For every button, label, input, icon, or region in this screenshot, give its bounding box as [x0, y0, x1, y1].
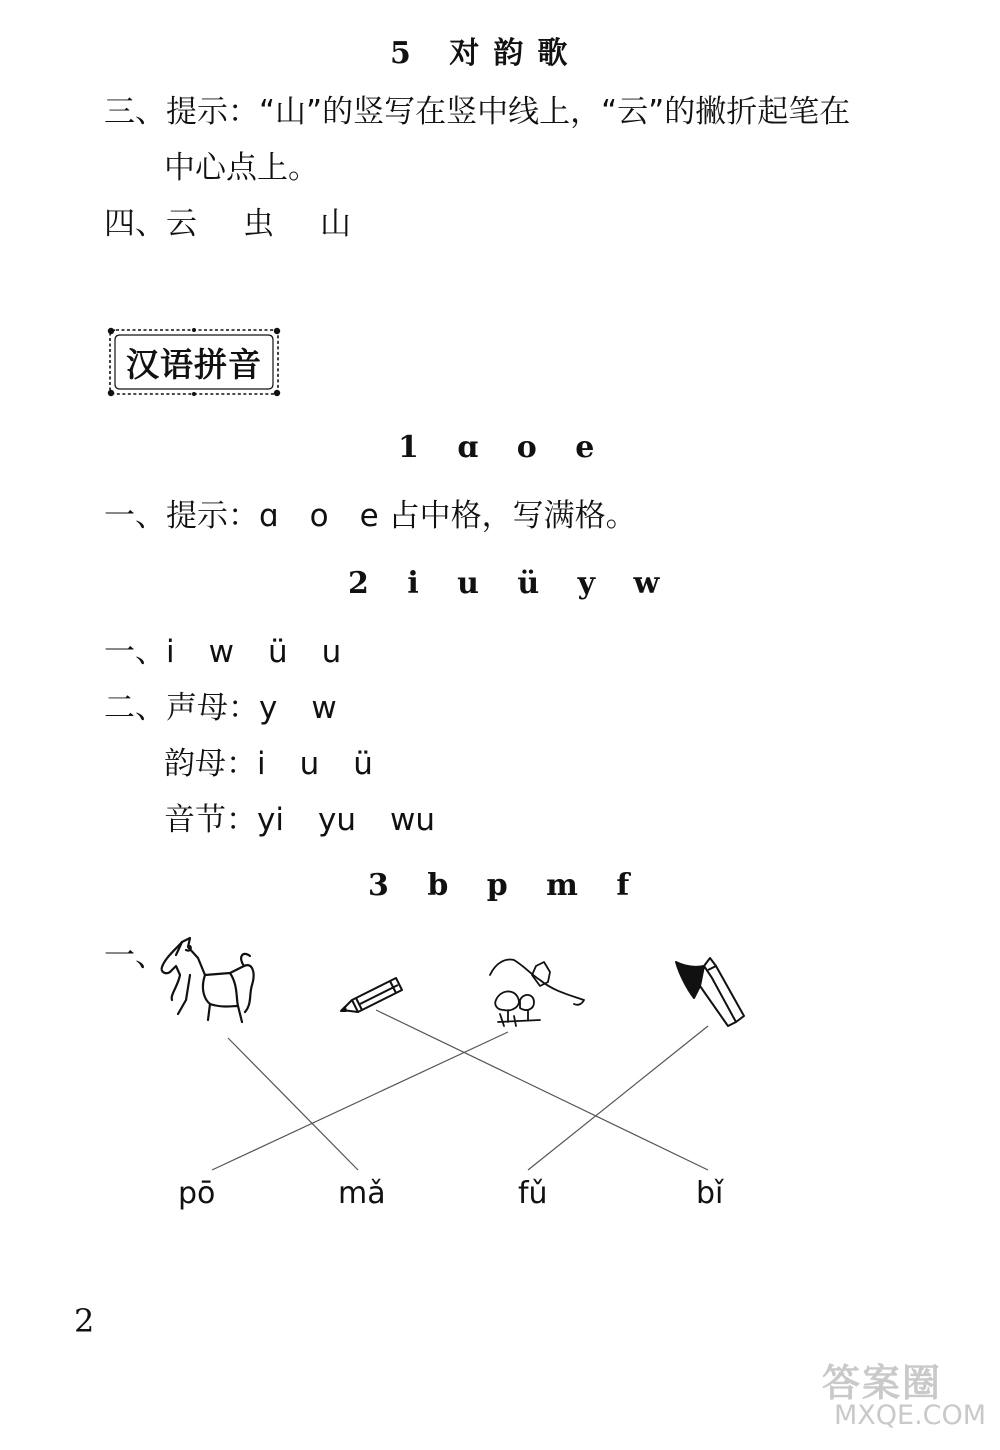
watermark-url: MXQE.COM: [834, 1400, 987, 1431]
q1-answer: ü: [267, 634, 288, 670]
q1-answer: u: [321, 634, 342, 670]
axe-icon: [676, 958, 744, 1026]
q3-text: 提示：“山”的竖写在竖中线上，“云”的撇折起笔在: [166, 94, 851, 130]
row-label: 声母：: [166, 690, 259, 726]
row-value: yu: [317, 802, 356, 838]
lesson2-q1: [104, 632, 341, 672]
match-line: [376, 1010, 708, 1170]
lesson1-title: 1 ɑ o e: [398, 430, 609, 465]
q1-label: 一、: [104, 498, 166, 534]
page-number: 2: [74, 1302, 95, 1340]
lesson3-title: 3 b p m f: [368, 868, 644, 903]
q4-answer: 云: [166, 206, 197, 242]
lesson3-q1-label: 一、: [104, 938, 166, 974]
row-value: w: [311, 690, 337, 726]
lesson2-q2-row3: [164, 800, 435, 840]
slope-icon: [490, 960, 584, 1026]
lesson5-q3-line1: [104, 92, 850, 132]
row-value: i: [257, 746, 266, 782]
match-line: [228, 1038, 358, 1170]
q4-answer: 山: [320, 206, 351, 242]
row-label: 韵母：: [164, 746, 257, 782]
pinyin-label: fǔ: [518, 1176, 548, 1211]
row-label: 音节：: [164, 802, 257, 838]
matching-exercise: [0, 920, 1000, 1230]
lesson5-q4: [104, 204, 351, 244]
watermark-text: 答案圈: [822, 1361, 943, 1405]
q1-text: 提示：ɑ o e 占中格，写满格。: [166, 498, 637, 534]
section-banner: [106, 326, 282, 398]
lesson2-title: 2 i u ü y w: [348, 566, 674, 601]
lesson2-q2-row2: [164, 744, 373, 784]
pinyin-label: bǐ: [696, 1176, 724, 1211]
pencil-icon: [341, 978, 402, 1012]
q2-label: 二、: [104, 690, 166, 726]
horse-icon: [162, 938, 254, 1022]
row-value: y: [259, 690, 278, 726]
row-value: yi: [257, 802, 284, 838]
lesson2-q2-row1: [104, 688, 337, 728]
row-value: u: [299, 746, 320, 782]
row-value: wu: [389, 802, 435, 838]
q4-label: 四、: [104, 206, 166, 242]
pinyin-label: pō: [178, 1176, 216, 1211]
lesson5-title: 5 对韵歌: [390, 36, 582, 71]
match-lines: [212, 1010, 708, 1170]
match-line: [212, 1032, 508, 1170]
q4-answer: 虫: [243, 206, 274, 242]
q1-label: 一、: [104, 634, 166, 670]
lesson5-q3-line2: 中心点上。: [164, 150, 319, 186]
row-value: ü: [353, 746, 373, 782]
q1-answer: i: [166, 634, 175, 670]
pinyin-label: mǎ: [338, 1176, 386, 1211]
q1-answer: w: [208, 634, 234, 670]
q3-label: 三、: [104, 94, 166, 130]
lesson1-q1: [104, 496, 637, 536]
match-line: [528, 1026, 708, 1170]
banner-title: 汉语拼音: [126, 344, 262, 384]
